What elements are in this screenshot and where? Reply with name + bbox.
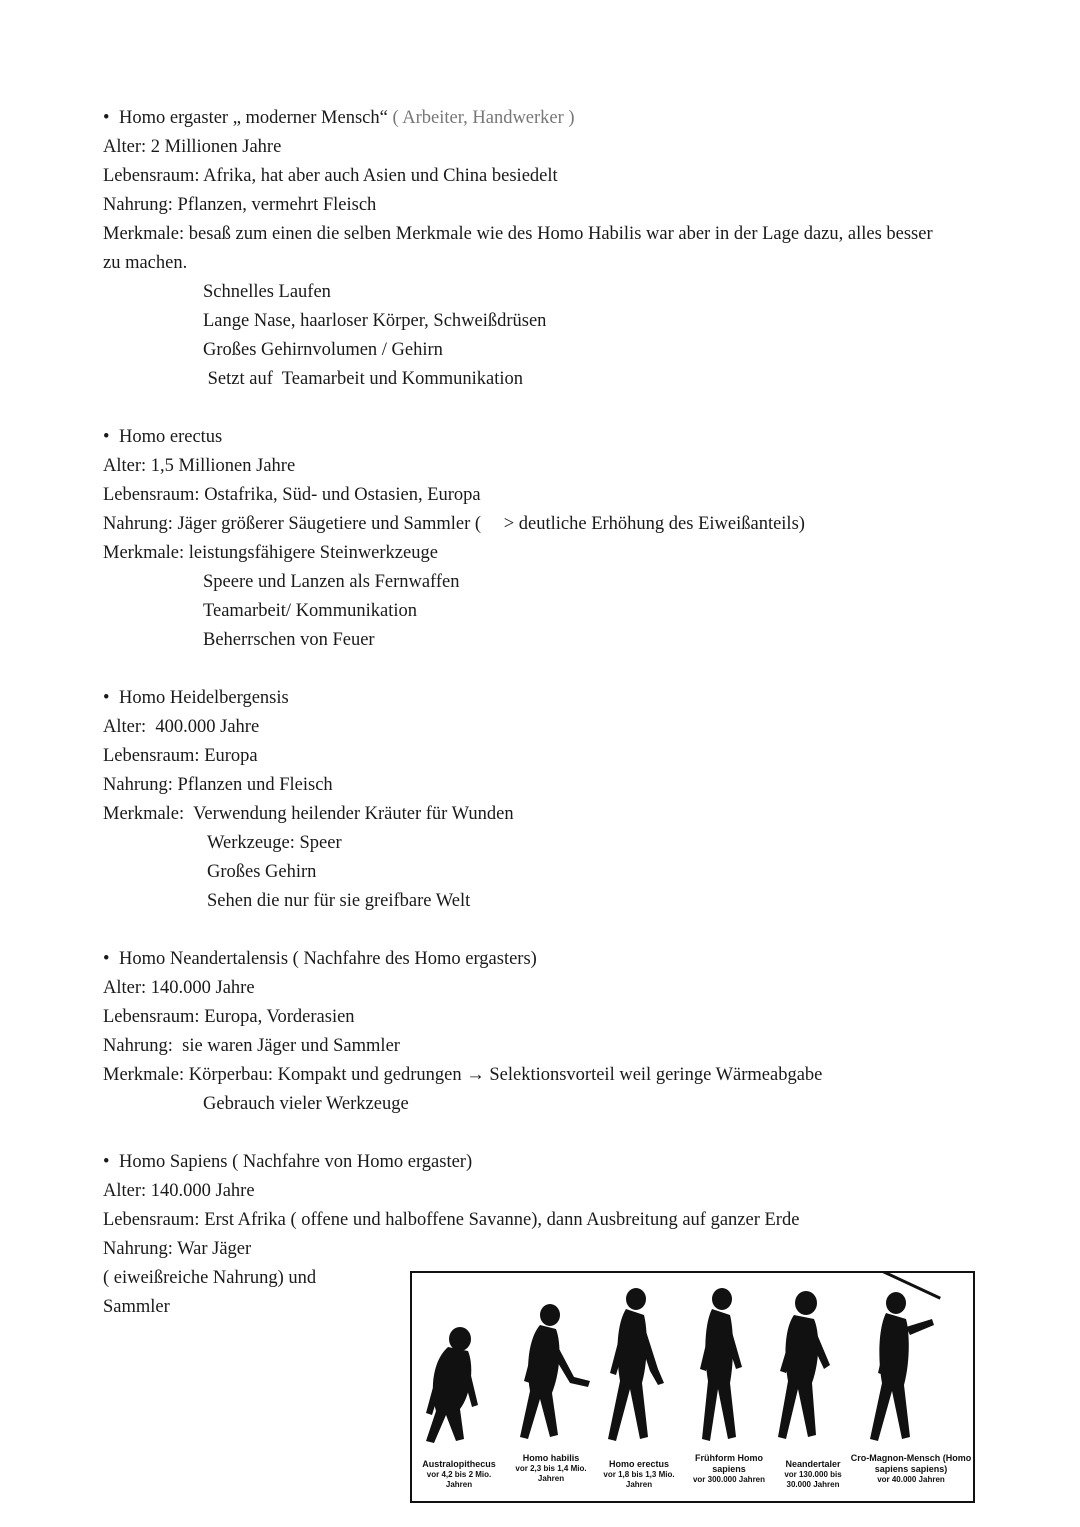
merkmal-item: Setzt auf Teamarbeit und Kommunikation [203,369,523,389]
bullet-icon: • [103,949,110,969]
australopithecus-figure [426,1327,478,1443]
section-title-sapiens: • Homo Sapiens ( Nachfahre von Homo ergaster) [103,1148,1003,1177]
merkmal-item: Teamarbeit/ Kommunikation [203,601,417,621]
homo-erectus-figure [608,1288,664,1441]
merkmal-item: Großes Gehirn [207,862,317,882]
bullet-icon: • [103,1152,110,1172]
bullet-icon: • [103,688,110,708]
caption-fruehform-sapiens: Frühform Homo sapiens vor 300.000 Jahren [692,1453,766,1484]
merkmal-item: Beherrschen von Feuer [203,630,375,650]
merkmal-item: Sehen die nur für sie greifbare Welt [207,891,471,911]
fruehform-sapiens-figure [700,1288,742,1441]
caption-homo-habilis: Homo habilis vor 2,3 bis 1,4 Mio. Jahren [515,1453,587,1483]
alter-line: Alter: 1,5 Millionen Jahre [103,456,296,476]
homo-habilis-figure [520,1304,590,1439]
alter-line: Alter: 140.000 Jahre [103,978,255,998]
bullet-icon: • [103,427,110,447]
lebensraum-line: Lebensraum: Afrika, hat aber auch Asien und China besiedelt [103,166,558,186]
evolution-figure [410,1271,975,1503]
title-note: ( Nachfahre von Homo ergaster) [232,1152,473,1172]
caption-cro-magnon: Cro-Magnon-Mensch (Homo sapiens sapiens) vor 40.000 Jahren [850,1453,972,1484]
nahrung-line: Nahrung: sie waren Jäger und Sammler [103,1036,400,1056]
nahrung-line: Nahrung: Pflanzen, vermehrt Fleisch [103,195,377,215]
bullet-icon: • [103,108,110,128]
nahrung-line: Nahrung: Jäger größerer Säugetiere und Sammler ( > deutliche Erhöhung des Eiweißanteils) [103,514,805,534]
nahrung-line: Sammler [103,1297,170,1317]
section-title-neandertalensis: • Homo Neandertalensis ( Nachfahre des Homo ergasters) [103,945,1003,974]
nahrung-line: Nahrung: War Jäger [103,1239,252,1259]
neandertaler-figure [778,1291,830,1439]
document [103,104,1003,1322]
merkmal-item: Speere und Lanzen als Fernwaffen [203,572,460,592]
merkmale-line: Merkmale: leistungsfähigere Steinwerkzeuge [103,543,438,563]
section-title-ergaster: • Homo ergaster „ moderner Mensch“ ( Arbeiter, Handwerker ) [103,104,1003,133]
section-title-heidelbergensis: • Homo Heidelbergensis [103,684,1003,713]
merkmal-item: Schnelles Laufen [203,282,331,302]
cro-magnon-figure [864,1273,941,1441]
title-note: ( Arbeiter, Handwerker ) [392,108,575,128]
nahrung-note: > deutliche Erhöhung des Eiweißanteils) [503,514,805,534]
lebensraum-line: Lebensraum: Erst Afrika ( offene und halboffene Savanne), dann Ausbreitung auf ganzer Erde [103,1210,800,1230]
merkmal-item: Gebrauch vieler Werkzeuge [203,1094,409,1114]
merkmal-item: Großes Gehirnvolumen / Gehirn [203,340,443,360]
lebensraum-line: Lebensraum: Europa [103,746,258,766]
caption-australopithecus: Australopithecus vor 4,2 bis 2 Mio. Jahren [422,1459,496,1489]
merkmale-line: Merkmale: Körperbau: Kompakt und gedrungen → Selektionsvorteil weil geringe Wärmeabgabe [103,1065,823,1085]
nahrung-line: Nahrung: Pflanzen und Fleisch [103,775,333,795]
section-title-erectus: • Homo erectus [103,423,1003,452]
merkmal-item: Lange Nase, haarloser Körper, Schweißdrüsen [203,311,547,331]
alter-line: Alter: 2 Millionen Jahre [103,137,282,157]
alter-line: Alter: 400.000 Jahre [103,717,260,737]
title-note: ( Nachfahre des Homo ergasters) [292,949,537,969]
caption-homo-erectus: Homo erectus vor 1,8 bis 1,3 Mio. Jahren [603,1459,675,1489]
lebensraum-line: Lebensraum: Ostafrika, Süd- und Ostasien, Europa [103,485,481,505]
merkmale-line: Merkmale: besaß zum einen die selben Merkmale wie des Homo Habilis war aber in der Lage dazu, alles besser zu machen. [103,224,933,273]
merkmale-line: Merkmale: Verwendung heilender Kräuter für Wunden [103,804,514,824]
lebensraum-line: Lebensraum: Europa, Vorderasien [103,1007,355,1027]
nahrung-line: ( eiweißreiche Nahrung) und [103,1268,317,1288]
caption-neandertaler: Neandertaler vor 130.000 bis 30.000 Jahren [784,1459,842,1489]
alter-line: Alter: 140.000 Jahre [103,1181,255,1201]
merkmal-item: Werkzeuge: Speer [207,833,342,853]
